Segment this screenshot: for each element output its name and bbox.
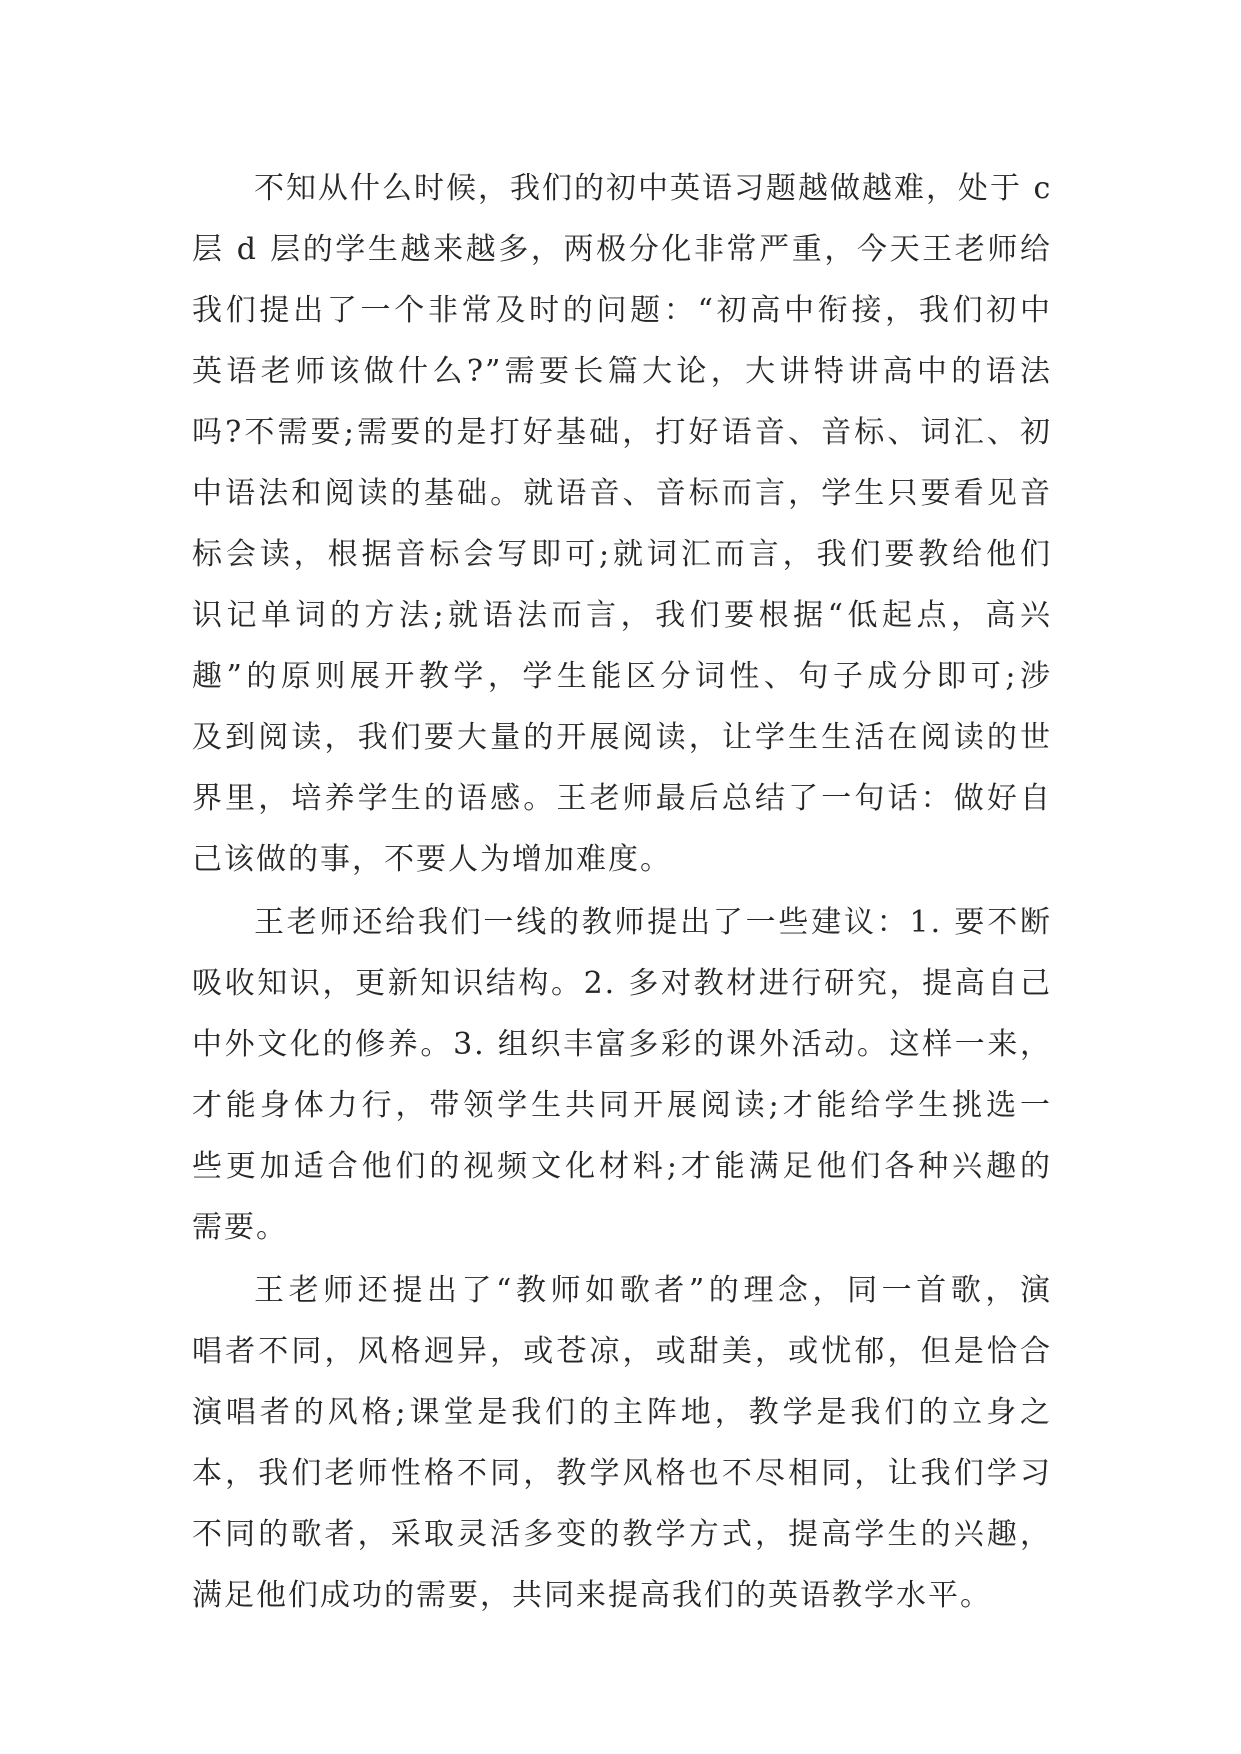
document-body bbox=[192, 158, 1052, 1626]
text-line: 王老师还提出了“教师如歌者”的理念，同一首歌，演 bbox=[254, 1273, 1052, 1308]
text-line: 标会读，根据音标会写即可;就词汇而言，我们要教给他们 bbox=[192, 537, 1052, 572]
text-line: 本，我们老师性格不同，教学风格也不尽相同，让我们学习 bbox=[192, 1456, 1052, 1491]
text-line: 吗?不需要;需要的是打好基础，打好语音、音标、词汇、初 bbox=[192, 415, 1052, 450]
text-line: 识记单词的方法;就语法而言，我们要根据“低起点，高兴 bbox=[192, 598, 1052, 633]
text-line: 己该做的事，不要人为增加难度。 bbox=[192, 842, 672, 877]
text-line: 界里，培养学生的语感。王老师最后总结了一句话：做好自 bbox=[192, 781, 1052, 816]
text-line: 王老师还给我们一线的教师提出了一些建议：1. 要不断 bbox=[254, 905, 1052, 940]
text-line: 英语老师该做什么?”需要长篇大论，大讲特讲高中的语法 bbox=[192, 354, 1052, 389]
text-line: 及到阅读，我们要大量的开展阅读，让学生生活在阅读的世 bbox=[192, 720, 1052, 755]
text-line: 层 d 层的学生越来越多，两极分化非常严重，今天王老师给 bbox=[192, 232, 1052, 267]
text-line: 唱者不同，风格迥异，或苍凉，或甜美，或忧郁，但是恰合 bbox=[192, 1334, 1052, 1369]
paragraph-2 bbox=[192, 892, 1052, 1258]
text-line: 中语法和阅读的基础。就语音、音标而言，学生只要看见音 bbox=[192, 476, 1052, 511]
text-line: 中外文化的修养。3. 组织丰富多彩的课外活动。这样一来， bbox=[192, 1027, 1052, 1062]
paragraph-3 bbox=[192, 1260, 1052, 1626]
text-line: 满足他们成功的需要，共同来提高我们的英语教学水平。 bbox=[192, 1578, 992, 1613]
text-line: 不知从什么时候，我们的初中英语习题越做越难，处于 c bbox=[254, 171, 1053, 206]
text-line: 才能身体力行，带领学生共同开展阅读;才能给学生挑选一 bbox=[192, 1088, 1052, 1123]
text-line: 些更加适合他们的视频文化材料;才能满足他们各种兴趣的 bbox=[192, 1149, 1052, 1184]
text-line: 演唱者的风格;课堂是我们的主阵地，教学是我们的立身之 bbox=[192, 1395, 1052, 1430]
paragraph-1 bbox=[192, 158, 1052, 890]
text-line: 吸收知识，更新知识结构。2. 多对教材进行研究，提高自己 bbox=[192, 966, 1052, 1001]
text-line: 趣”的原则展开教学，学生能区分词性、句子成分即可;涉 bbox=[192, 659, 1052, 694]
text-line: 不同的歌者，采取灵活多变的教学方式，提高学生的兴趣， bbox=[192, 1517, 1052, 1552]
text-line: 需要。 bbox=[192, 1210, 288, 1245]
text-line: 我们提出了一个非常及时的问题：“初高中衔接，我们初中 bbox=[192, 293, 1052, 328]
